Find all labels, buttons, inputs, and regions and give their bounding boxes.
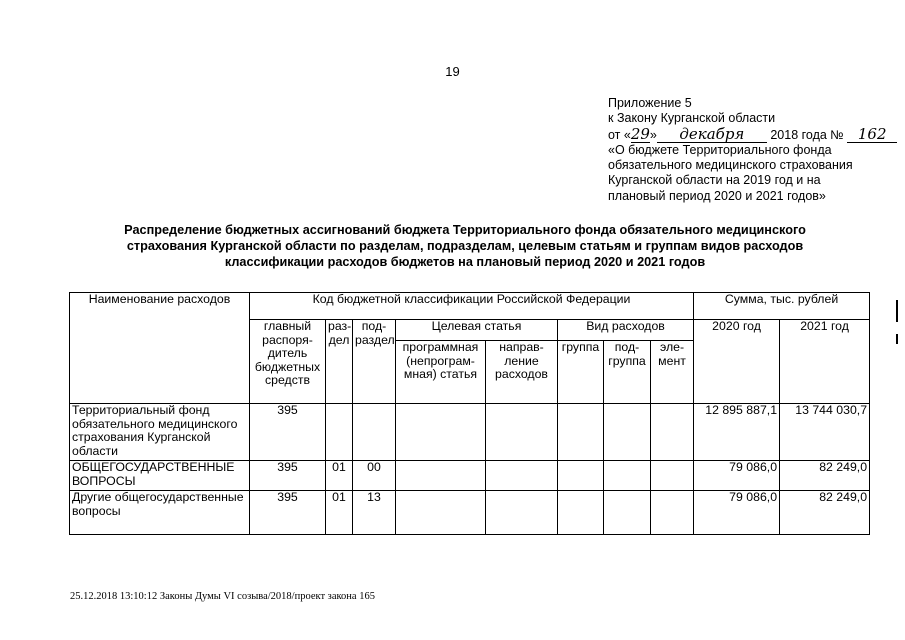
header-target-article: Целевая статья [396, 320, 558, 341]
appendix-law-title-3: Курганской области на 2019 год и на [608, 173, 821, 188]
row-subsection: 13 [353, 491, 396, 535]
row-subgroup [604, 404, 651, 461]
appendix-title: Приложение 5 [608, 96, 692, 110]
date-mid: » [649, 127, 657, 142]
header-group: группа [558, 341, 604, 404]
row-subsection [353, 404, 396, 461]
row-sum-2021: 82 249,0 [780, 461, 870, 491]
header-code-group: Код бюджетной классификации Российской Федерации [250, 293, 694, 320]
row-sum-2021: 13 744 030,7 [780, 404, 870, 461]
header-element: эле-мент [651, 341, 694, 404]
row-element [651, 404, 694, 461]
scan-edge-mark [896, 300, 898, 322]
row-manager: 395 [250, 491, 326, 535]
appendix-law-title-1: «О бюджете Территориального фонда [608, 142, 832, 157]
row-direction [486, 491, 558, 535]
header-program-article: программная (непрограм-мная) статья [396, 341, 486, 404]
handwritten-month: декабря [657, 127, 767, 143]
document-title [110, 222, 820, 270]
row-group [558, 404, 604, 461]
document-title-line-3: классификации расходов бюджетов на плановый период 2020 и 2021 годов [224, 255, 706, 269]
footer-stamp: 25.12.2018 13:10:12 Законы Думы VI созыва/2018/проект закона 165 [70, 591, 375, 602]
date-prefix: от « [608, 127, 631, 142]
row-element [651, 491, 694, 535]
document-title-line-1: Распределение бюджетных ассигнований бюджета Территориального фонда обязательного медицинского [124, 223, 806, 237]
appendix-law-title-2: обязательного медицинского страхования [608, 158, 853, 173]
table-row [70, 404, 870, 461]
row-name: Другие общегосударственные вопросы [70, 491, 250, 535]
table-row [70, 491, 870, 535]
header-expense-type: Вид расходов [558, 320, 694, 341]
header-subsection: под-раздел [353, 320, 396, 404]
handwritten-day: 29 [630, 124, 650, 143]
row-sum-2021: 82 249,0 [780, 491, 870, 535]
budget-table [69, 292, 870, 535]
header-sum-group: Сумма, тыс. рублей [694, 293, 870, 320]
document-title-line-2: страхования Курганской области по разделам, подразделам, целевым статьям и группам видов расходов [126, 239, 804, 253]
header-section: раз-дел [326, 320, 353, 404]
row-section: 01 [326, 491, 353, 535]
header-direction: направ-ление расходов [486, 341, 558, 404]
scan-edge-mark [896, 334, 898, 344]
row-sum-2020: 79 086,0 [694, 461, 780, 491]
page-number: 19 [445, 64, 460, 79]
row-direction [486, 461, 558, 491]
row-name: Территориальный фонд обязательного медицинского страхования Курганской области [70, 404, 250, 461]
header-year-2020: 2020 год [694, 320, 780, 404]
row-manager: 395 [250, 404, 326, 461]
row-name: ОБЩЕГОСУДАРСТВЕННЫЕ ВОПРОСЫ [70, 461, 250, 491]
appendix-date-line [608, 124, 897, 143]
row-direction [486, 404, 558, 461]
row-sum-2020: 12 895 887,1 [694, 404, 780, 461]
header-year-2021: 2021 год [780, 320, 870, 404]
row-group [558, 491, 604, 535]
handwritten-law-number: 162 [847, 127, 897, 143]
appendix-law-title-4: плановый период 2020 и 2021 годов» [608, 188, 826, 203]
row-manager: 395 [250, 461, 326, 491]
table-row [70, 461, 870, 491]
row-subgroup [604, 491, 651, 535]
appendix-block [608, 96, 897, 204]
row-section [326, 404, 353, 461]
row-group [558, 461, 604, 491]
row-program [396, 461, 486, 491]
appendix-law-ref: к Закону Курганской области [608, 111, 776, 126]
row-subgroup [604, 461, 651, 491]
row-program [396, 404, 486, 461]
row-section: 01 [326, 461, 353, 491]
row-sum-2020: 79 086,0 [694, 491, 780, 535]
header-name: Наименование расходов [70, 293, 250, 404]
row-element [651, 461, 694, 491]
header-main-manager: главный распоря-дитель бюджетных средств [250, 320, 326, 404]
date-year: 2018 года № [766, 127, 844, 142]
row-program [396, 491, 486, 535]
row-subsection: 00 [353, 461, 396, 491]
header-subgroup: под-группа [604, 341, 651, 404]
